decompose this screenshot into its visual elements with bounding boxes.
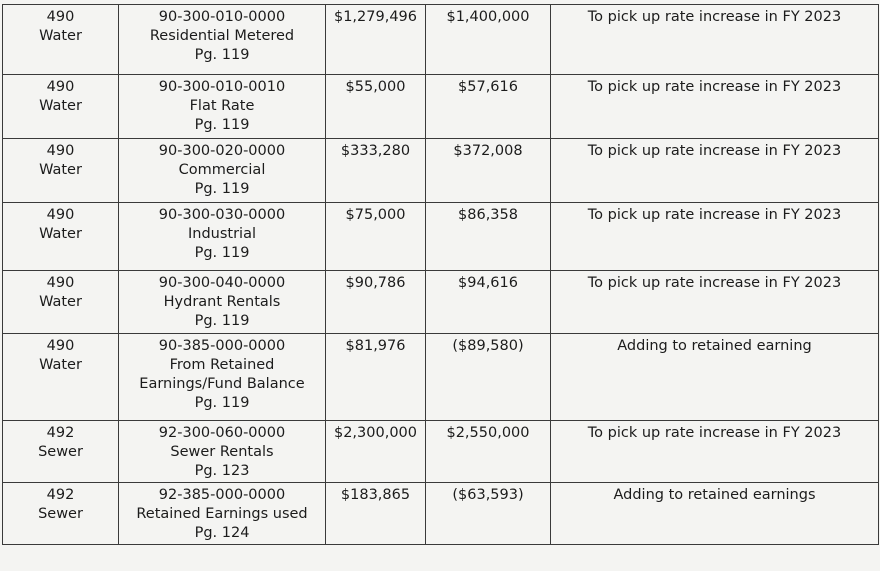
new-amount: $57,616: [426, 75, 551, 139]
reason: To pick up rate increase in FY 2023: [551, 421, 879, 483]
table-row: [3, 139, 879, 203]
account-description: Flat Rate: [189, 98, 255, 114]
reason: To pick up rate increase in FY 2023: [551, 203, 879, 271]
new-amount: ($89,580): [426, 334, 551, 421]
fund-cell: [3, 203, 119, 271]
table-row: [3, 271, 879, 334]
fund-number: 490: [46, 9, 75, 25]
account-number: 90-300-030-0000: [158, 207, 286, 223]
fund-number: 492: [46, 487, 75, 503]
fund-number: 490: [46, 207, 75, 223]
new-amount: $2,550,000: [426, 421, 551, 483]
table-row: [3, 334, 879, 421]
fund-cell: [3, 5, 119, 75]
account-cell: [119, 75, 326, 139]
current-amount: $90,786: [326, 271, 426, 334]
fund-cell: [3, 483, 119, 545]
fund-number: 490: [46, 79, 75, 95]
fund-cell: [3, 334, 119, 421]
page-reference: Pg. 119: [194, 181, 250, 197]
reason: To pick up rate increase in FY 2023: [551, 5, 879, 75]
page-reference: Pg. 119: [194, 245, 250, 261]
fund-cell: [3, 271, 119, 334]
fund-cell: [3, 139, 119, 203]
account-description: Sewer Rentals: [170, 444, 274, 460]
table-row: [3, 203, 879, 271]
account-number: 90-385-000-0000: [158, 338, 286, 354]
account-cell: [119, 271, 326, 334]
fund-cell: [3, 75, 119, 139]
fund-name: Water: [39, 98, 82, 114]
fund-number: 490: [46, 143, 75, 159]
table-row: [3, 5, 879, 75]
budget-amendment-table: [2, 4, 879, 545]
page-reference: Pg. 123: [194, 463, 250, 479]
fund-cell: [3, 421, 119, 483]
page-reference: Pg. 119: [194, 47, 250, 63]
account-number: 92-385-000-0000: [158, 487, 286, 503]
account-cell: [119, 5, 326, 75]
reason: To pick up rate increase in FY 2023: [551, 271, 879, 334]
fund-name: Water: [39, 28, 82, 44]
account-number: 90-300-040-0000: [158, 275, 286, 291]
page-reference: Pg. 119: [194, 395, 250, 411]
current-amount: $1,279,496: [326, 5, 426, 75]
current-amount: $75,000: [326, 203, 426, 271]
fund-number: 490: [46, 338, 75, 354]
fund-name: Water: [39, 226, 82, 242]
reason: To pick up rate increase in FY 2023: [551, 139, 879, 203]
reason: Adding to retained earning: [551, 334, 879, 421]
account-number: 90-300-020-0000: [158, 143, 286, 159]
account-number: 92-300-060-0000: [158, 425, 286, 441]
current-amount: $81,976: [326, 334, 426, 421]
account-cell: [119, 203, 326, 271]
reason: Adding to retained earnings: [551, 483, 879, 545]
fund-name: Sewer: [38, 506, 83, 522]
fund-name: Sewer: [38, 444, 83, 460]
reason: To pick up rate increase in FY 2023: [551, 75, 879, 139]
new-amount: ($63,593): [426, 483, 551, 545]
table-row: [3, 75, 879, 139]
account-description: Industrial: [187, 226, 256, 242]
account-description: From Retained: [169, 357, 275, 373]
table-row: [3, 421, 879, 483]
account-description: Retained Earnings used: [136, 506, 308, 522]
fund-name: Water: [39, 294, 82, 310]
account-cell: [119, 139, 326, 203]
account-description: Commercial: [178, 162, 266, 178]
new-amount: $94,616: [426, 271, 551, 334]
current-amount: $333,280: [326, 139, 426, 203]
account-description: Hydrant Rentals: [163, 294, 281, 310]
account-cell: [119, 483, 326, 545]
fund-number: 492: [46, 425, 75, 441]
page-reference: Pg. 119: [194, 313, 250, 329]
fund-name: Water: [39, 357, 82, 373]
new-amount: $372,008: [426, 139, 551, 203]
current-amount: $183,865: [326, 483, 426, 545]
page-reference: Pg. 124: [194, 525, 250, 541]
page-reference: Pg. 119: [194, 117, 250, 133]
current-amount: $55,000: [326, 75, 426, 139]
account-description: Earnings/Fund Balance: [139, 376, 305, 392]
current-amount: $2,300,000: [326, 421, 426, 483]
account-number: 90-300-010-0010: [158, 79, 286, 95]
fund-name: Water: [39, 162, 82, 178]
account-description: Residential Metered: [149, 28, 295, 44]
table-row: [3, 483, 879, 545]
new-amount: $86,358: [426, 203, 551, 271]
account-cell: [119, 421, 326, 483]
fund-number: 490: [46, 275, 75, 291]
account-number: 90-300-010-0000: [158, 9, 286, 25]
new-amount: $1,400,000: [426, 5, 551, 75]
account-cell: [119, 334, 326, 421]
